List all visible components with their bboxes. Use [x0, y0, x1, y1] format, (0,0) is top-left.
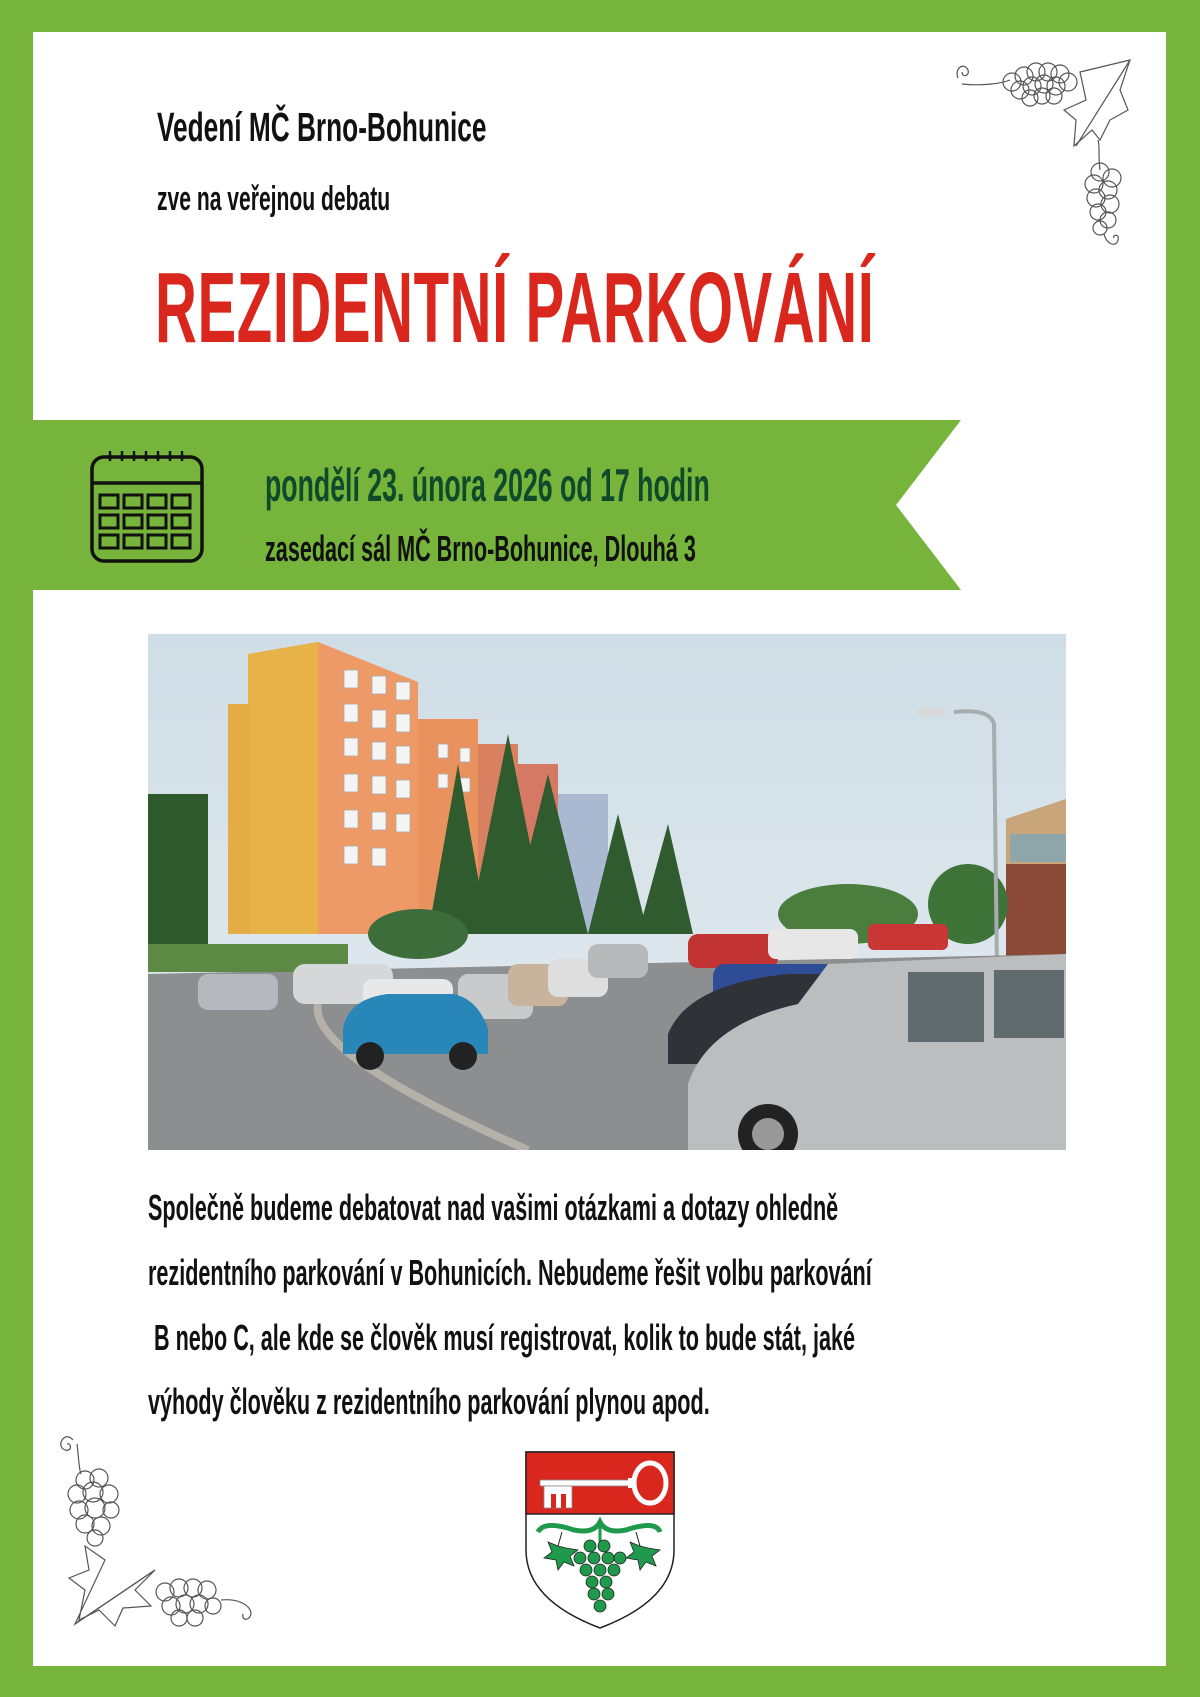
headline-title: REZIDENTNÍ PARKOVÁNÍ: [155, 252, 875, 364]
organizer-text: Vedení MČ Brno-Bohunice: [157, 104, 487, 150]
event-location: zasedací sál MČ Brno-Bohunice, Dlouhá 3: [265, 528, 696, 569]
event-date-time: pondělí 23. února 2026 od 17 hodin: [265, 459, 710, 511]
invitation-text: zve na veřejnou debatu: [157, 180, 391, 218]
description-line: rezidentního parkování v Bohunicích. Nebudeme řešit volbu parkování: [148, 1251, 872, 1293]
grape-vine-corner-icon: [55, 1430, 265, 1630]
coat-of-arms-crest: [524, 1450, 676, 1630]
description-text: [148, 1176, 1084, 1435]
description-line: výhody člověku z rezidentního parkování plynou apod.: [148, 1381, 710, 1423]
calendar-icon: [88, 447, 206, 565]
grape-vine-corner-icon: [950, 50, 1150, 255]
parking-lot-photo: [148, 634, 1066, 1150]
description-line: Společně budeme debatovat nad vašimi otázkami a dotazy ohledně: [148, 1187, 839, 1228]
description-line: B nebo C, ale kde se člověk musí registrovat, kolik to bude stát, jaké: [148, 1316, 856, 1358]
